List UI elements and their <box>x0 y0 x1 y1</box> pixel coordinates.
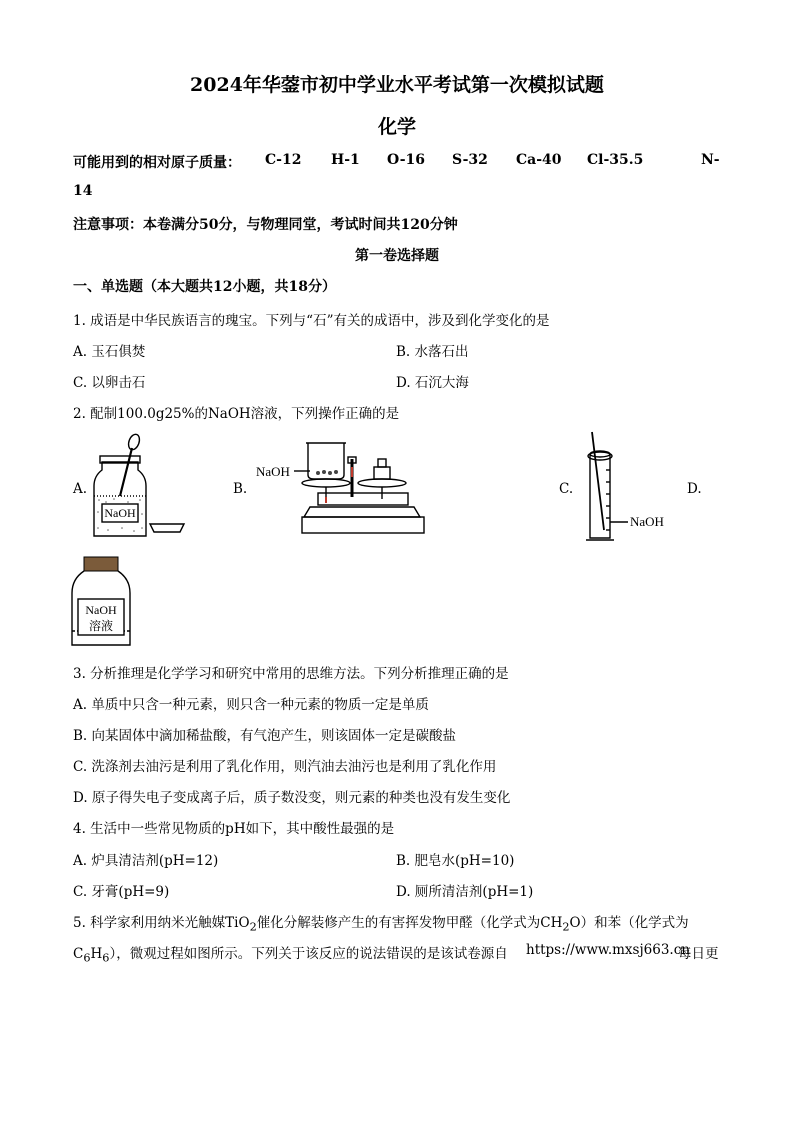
option-d: D. 厕所清洁剂(pH=1) <box>396 884 534 900</box>
question-stem: 4. 生活中一些常见物质的pH如下，其中酸性最强的是 <box>73 821 395 837</box>
fig-d-label-formula: NaOH <box>85 603 117 617</box>
option-a: A. 玉石俱焚 <box>73 344 146 360</box>
option-d-letter: D. <box>687 481 702 497</box>
stem-text: 5. 科学家利用纳米光触媒TiO <box>73 915 250 931</box>
atomic-mass-item: O-16 <box>387 152 426 168</box>
question-stem: 2. 配制100.0g25%的NaOH溶液，下列操作正确的是 <box>73 406 400 422</box>
option-b: B. 肥皂水(pH=10) <box>396 853 515 869</box>
option-d: D. 原子得失电子变成离子后，质子数没变，则元素的种类也没有发生变化 <box>73 790 511 806</box>
fig-b-label: NaOH <box>256 464 290 479</box>
section-title: 一、单选题（本大题共12小题，共18分） <box>73 279 336 295</box>
source-url: https://www.mxsj663.cn <box>526 942 690 958</box>
subscript: 2 <box>562 920 570 934</box>
option-c: C. 以卵击石 <box>73 375 146 391</box>
option-c: C. 洗涤剂去油污是利用了乳化作用，则汽油去油污也是利用了乳化作用 <box>73 759 497 775</box>
stem-text: O）和苯（化学式为 <box>569 915 689 931</box>
exam-title: 2024年华蓥市初中学业水平考试第一次模拟试题 <box>190 74 604 96</box>
atomic-mass-item: H-1 <box>331 152 360 168</box>
figure-b-balance <box>254 437 434 537</box>
option-d: D. 石沉大海 <box>396 375 469 391</box>
atomic-mass-item: C-12 <box>265 152 302 168</box>
question-stem: 1. 成语是中华民族语言的瑰宝。下列与“石”有关的成语中，涉及到化学变化的是 <box>73 313 550 329</box>
fig-a-label: NaOH <box>104 506 136 520</box>
option-b: B. 向某固体中滴加稀盐酸，有气泡产生，则该固体一定是碳酸盐 <box>73 728 457 744</box>
option-a: A. 单质中只含一种元素，则只含一种元素的物质一定是单质 <box>73 697 429 713</box>
stem-text: C <box>73 946 84 962</box>
subscript: 6 <box>83 951 91 965</box>
figure-a-reagent-bottle <box>84 432 194 542</box>
question-stem-line-2 <box>73 942 508 965</box>
atomic-mass-item: Ca-40 <box>516 152 562 168</box>
atomic-mass-item: Cl-35.5 <box>587 152 644 168</box>
stem-text: H <box>90 946 103 962</box>
atomic-mass-item: S-32 <box>452 152 488 168</box>
option-c-letter: C. <box>559 481 574 497</box>
part-title: 第一卷选择题 <box>355 248 439 264</box>
question-stem-line-1 <box>73 911 689 934</box>
subject-title: 化学 <box>377 116 416 138</box>
fig-d-label-solution: 溶液 <box>88 619 114 633</box>
question-stem: 3. 分析推理是化学学习和研究中常用的思维方法。下列分析推理正确的是 <box>73 666 509 682</box>
atomic-masses-label: 可能用到的相对原子质量： <box>73 155 241 171</box>
figure-c-cylinder <box>582 430 692 545</box>
option-b-letter: B. <box>233 481 248 497</box>
atomic-mass-item: N- <box>701 152 720 168</box>
subscript: 6 <box>102 951 110 965</box>
fig-c-label: NaOH <box>630 514 664 529</box>
option-c: C. 牙膏(pH=9) <box>73 884 170 900</box>
atomic-mass-continuation: 14 <box>73 183 93 199</box>
option-a: A. 炉具清洁剂(pH=12) <box>73 853 219 869</box>
stem-text: ），微观过程如图所示。下列关于该反应的说法错误的是该试卷源自 <box>109 946 508 962</box>
subscript: 2 <box>249 920 257 934</box>
figure-d-bottle <box>70 553 140 649</box>
option-a-letter: A. <box>73 481 88 497</box>
option-b: B. 水落石出 <box>396 344 469 360</box>
source-tail: 每日更 <box>678 946 719 962</box>
stem-text: 催化分解装修产生的有害挥发物甲醛（化学式为CH <box>256 915 563 931</box>
exam-notice: 注意事项：本卷满分50分，与物理同堂，考试时间共120分钟 <box>73 217 458 233</box>
